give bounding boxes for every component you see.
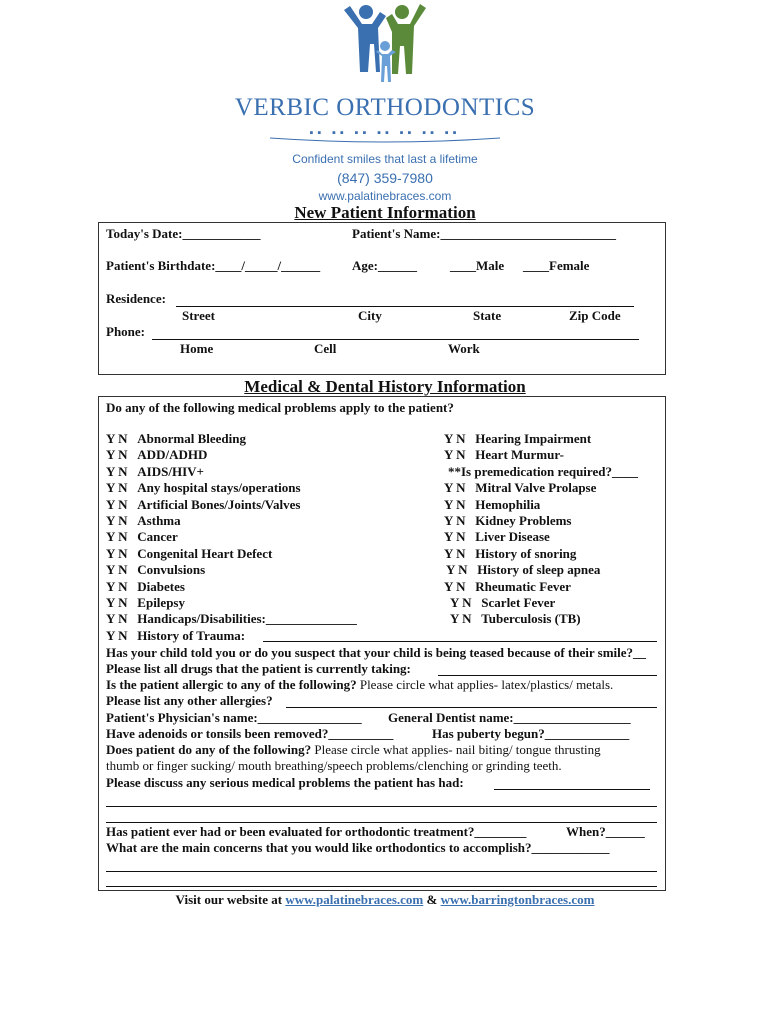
other-allergies-line[interactable]	[286, 707, 657, 708]
logo	[330, 2, 440, 88]
city-label: City	[358, 308, 382, 323]
adenoids-question[interactable]: Have adenoids or tonsils been removed?__________	[106, 726, 394, 741]
decorative-arc	[270, 133, 500, 143]
puberty-question[interactable]: Has puberty begun?_____________	[432, 726, 630, 741]
patient-name-field[interactable]: Patient's Name:___________________________	[352, 226, 616, 241]
state-label: State	[473, 308, 502, 323]
phone-label: Phone:	[106, 324, 145, 339]
concerns-question[interactable]: What are the main concerns that you would like orthodontics to accomplish?____________	[106, 840, 610, 855]
tagline: Confident smiles that last a lifetime	[292, 152, 478, 166]
home-phone-label: Home	[180, 341, 214, 356]
drugs-question[interactable]: Please list all drugs that the patient is currently taking:	[106, 661, 411, 676]
condition-row[interactable]: Y N Heart Murmur-	[444, 447, 564, 463]
condition-row[interactable]: Y N Diabetes	[106, 578, 185, 594]
barrington-link[interactable]: www.barringtonbraces.com	[440, 892, 595, 907]
allergy-question[interactable]: Is the patient allergic to any of the following? Please circle what applies- latex/plastics/ metals.	[106, 677, 614, 692]
condition-row[interactable]: Y N Tuberculosis (TB)	[450, 611, 581, 627]
condition-row[interactable]: Y N Mitral Valve Prolapse	[444, 480, 597, 496]
trauma-line[interactable]	[263, 641, 657, 642]
premedication-question[interactable]: **Is premedication required?____	[448, 463, 638, 479]
practice-website: www.palatinebraces.com	[318, 189, 452, 203]
condition-row[interactable]: Y N Scarlet Fever	[450, 595, 556, 610]
condition-row[interactable]: Y N Cancer	[106, 529, 178, 545]
condition-row[interactable]: Y N Kidney Problems	[444, 513, 572, 528]
discuss-line[interactable]	[494, 789, 650, 790]
footer	[0, 892, 770, 908]
drugs-line[interactable]	[438, 675, 657, 676]
practice-name: VERBIC ORTHODONTICS	[234, 94, 536, 121]
female-checkbox[interactable]: ____Female	[523, 258, 590, 273]
concerns-line-3[interactable]	[106, 886, 657, 887]
palatine-link[interactable]: www.palatinebraces.com	[285, 892, 424, 907]
discuss-line-3[interactable]	[106, 822, 657, 823]
ortho-question[interactable]: Has patient ever had or been evaluated for orthodontic treatment?________	[106, 824, 527, 839]
todays-date-field[interactable]: Today's Date:____________	[106, 226, 261, 241]
cell-phone-label: Cell	[314, 341, 337, 356]
condition-row[interactable]: Y N Rheumatic Fever	[444, 578, 571, 594]
teased-question[interactable]: Has your child told you or do you suspect that your child is being teased because of their smile?__	[106, 645, 647, 660]
discuss-question[interactable]: Please discuss any serious medical problems the patient has had:	[106, 775, 464, 790]
physician-field[interactable]: Patient's Physician's name:________________	[106, 710, 362, 725]
habits-question[interactable]: Does patient do any of the following? Please circle what applies- nail biting/ tongue thrusting	[106, 742, 601, 757]
condition-row[interactable]: Y N Hemophilia	[444, 496, 541, 512]
age-field[interactable]: Age:______	[352, 258, 417, 273]
other-allergies-question[interactable]: Please list any other allergies?	[106, 693, 273, 708]
condition-row[interactable]: Y N Artificial Bones/Joints/Valves	[106, 496, 301, 512]
condition-row[interactable]: Y N Asthma	[106, 513, 181, 528]
medical-question: Do any of the following medical problems apply to the patient?	[106, 400, 454, 415]
concerns-line-2[interactable]	[106, 871, 657, 872]
street-label: Street	[182, 308, 215, 323]
footer-amp: &	[423, 892, 441, 907]
residence-label: Residence:	[106, 291, 166, 306]
zip-label: Zip Code	[569, 308, 621, 323]
medical-history-title: Medical & Dental History Information	[244, 377, 526, 396]
condition-row[interactable]: Y N Any hospital stays/operations	[106, 480, 301, 496]
condition-row[interactable]: Y N ADD/ADHD	[106, 447, 208, 463]
condition-row[interactable]: Y N Abnormal Bleeding	[106, 431, 247, 446]
condition-row[interactable]: Y N Handicaps/Disabilities:______________	[106, 611, 357, 627]
footer-prefix: Visit our website at	[175, 892, 286, 907]
discuss-line-2[interactable]	[106, 806, 657, 807]
condition-row[interactable]: Y N Hearing Impairment	[444, 431, 592, 446]
condition-row[interactable]: Y N Liver Disease	[444, 529, 550, 545]
birthdate-field[interactable]: Patient's Birthdate:____/_____/______	[106, 258, 321, 273]
phone-line[interactable]	[152, 339, 639, 340]
condition-row[interactable]: Y N History of snoring	[444, 545, 577, 561]
condition-row[interactable]: Y N Epilepsy	[106, 595, 185, 610]
habits-question-cont: thumb or finger sucking/ mouth breathing/speech problems/clenching or grinding teeth.	[106, 758, 562, 773]
practice-phone: (847) 359-7980	[337, 170, 433, 186]
logo-figures-icon	[330, 2, 440, 88]
work-phone-label: Work	[448, 341, 480, 356]
condition-row[interactable]: Y N Congenital Heart Defect	[106, 545, 273, 561]
condition-row[interactable]: Y N Convulsions	[106, 562, 206, 578]
condition-row[interactable]: Y N History of sleep apnea	[446, 562, 601, 578]
new-patient-title: New Patient Information	[294, 203, 476, 222]
dentist-field[interactable]: General Dentist name:__________________	[388, 710, 631, 725]
residence-line[interactable]	[176, 306, 634, 307]
condition-row[interactable]: Y N History of Trauma:	[106, 627, 246, 643]
ortho-when-field[interactable]: When?______	[566, 824, 645, 839]
decorative-dots: ▪▪ ▪▪ ▪▪ ▪▪ ▪▪ ▪▪ ▪▪	[309, 127, 461, 139]
condition-row[interactable]: Y N AIDS/HIV+	[106, 463, 204, 479]
male-checkbox[interactable]: ____Male	[450, 258, 505, 273]
